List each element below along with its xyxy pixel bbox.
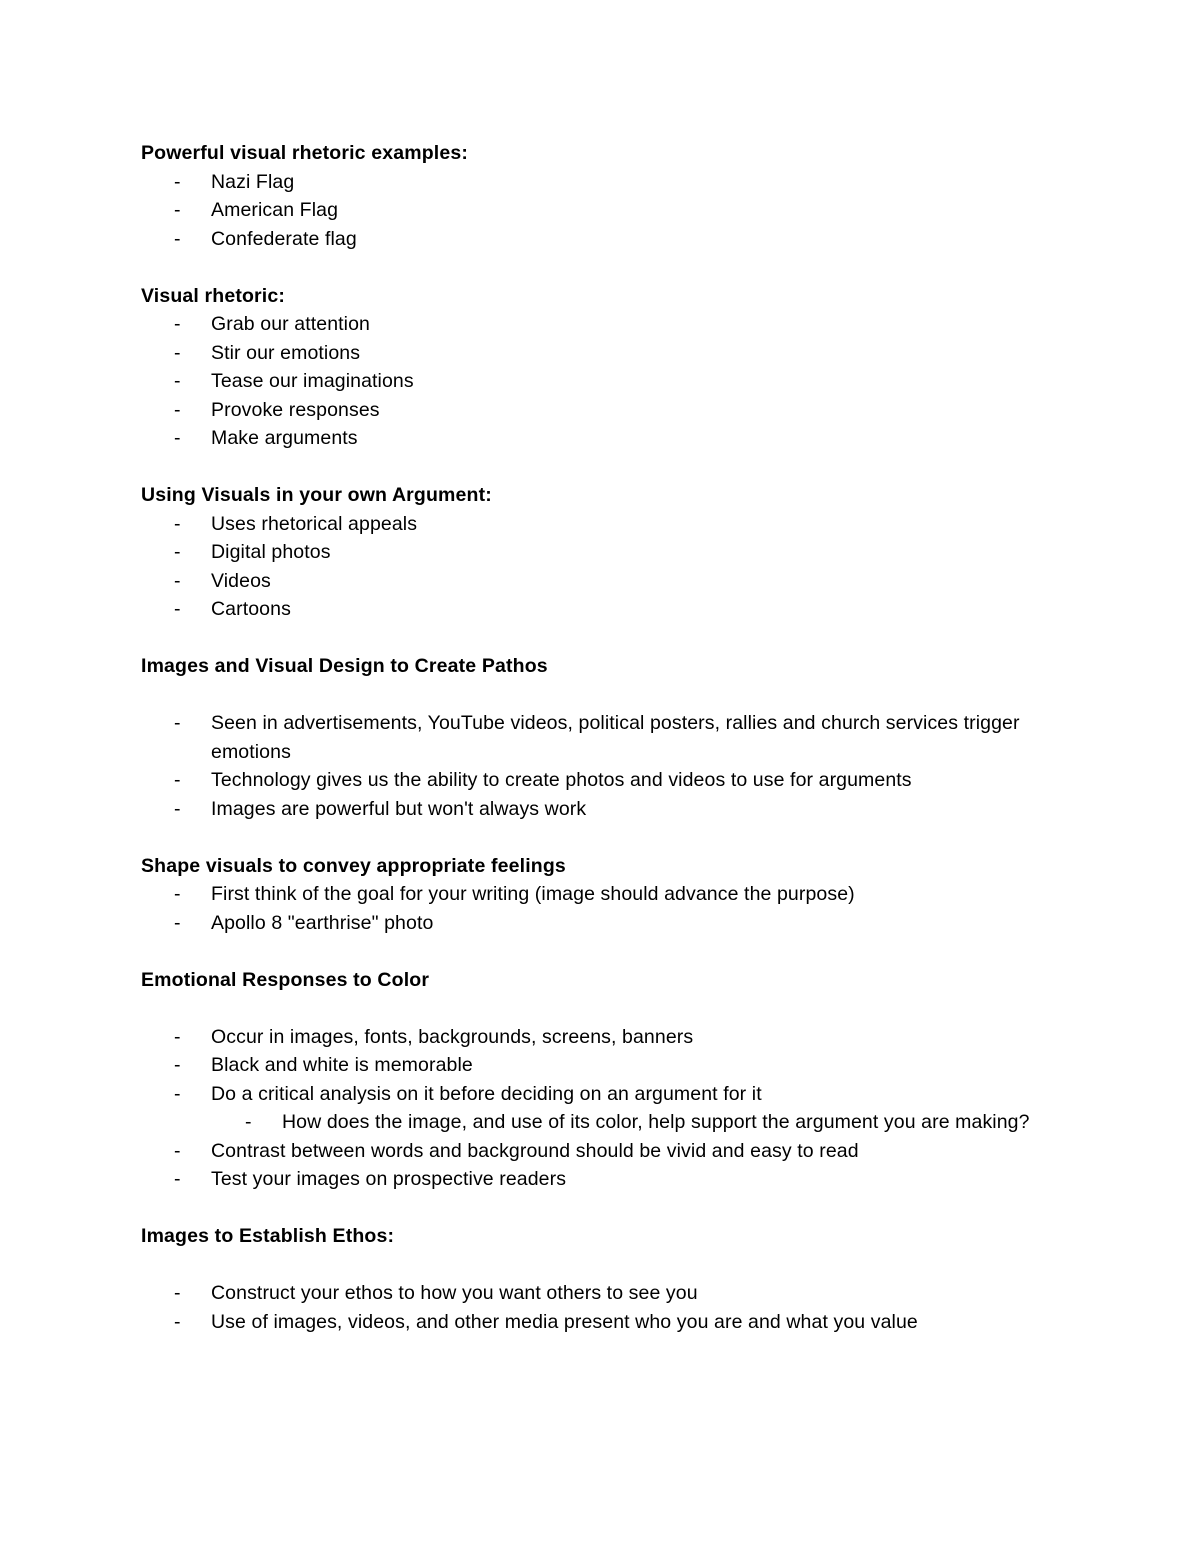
list-item-text: Cartoons [211, 598, 291, 620]
list-item-text: Provoke responses [211, 398, 380, 421]
blank-line [141, 253, 1061, 282]
section-heading: Using Visuals in your own Argument: [141, 484, 492, 506]
list-item [141, 1279, 1061, 1308]
dash-bullet-icon: - [174, 398, 181, 421]
dash-bullet-icon: - [174, 769, 181, 791]
list-item-text: Grab our attention [211, 313, 370, 335]
dash-bullet-icon: - [174, 883, 181, 905]
dash-bullet-icon: - [174, 170, 181, 193]
dash-bullet-icon: - [174, 1054, 181, 1076]
sub-list-item [141, 1108, 1061, 1137]
dash-bullet-icon: - [245, 1111, 252, 1133]
bullet-list [141, 310, 1061, 453]
bullet-list [141, 880, 1061, 937]
list-item [141, 1137, 1061, 1166]
list-item-text: Make arguments [211, 427, 358, 449]
dash-bullet-icon: - [174, 1168, 181, 1190]
list-item-text: First think of the goal for your writing (image should advance the purpose) [211, 883, 855, 905]
list-item-text: Uses rhetorical appeals [211, 512, 418, 535]
dash-bullet-icon: - [174, 598, 181, 620]
list-item [141, 339, 1061, 368]
list-item-text: Images are powerful but won't always work [211, 797, 587, 820]
section-heading: Images and Visual Design to Create Pathos [141, 655, 548, 677]
list-item-text: Use of images, videos, and other media present who you are and what you value [211, 1310, 918, 1333]
list-item [141, 396, 1061, 425]
list-item-text: American Flag [211, 199, 339, 221]
document-section [141, 652, 1061, 852]
list-item-text: Videos [211, 569, 271, 592]
bullet-list [141, 1023, 1061, 1194]
dash-bullet-icon: - [174, 1082, 181, 1105]
document-section [141, 966, 1061, 1223]
list-item-text: Seen in advertisements, YouTube videos, political posters, rallies and church services trigger emotions [211, 712, 1020, 763]
list-item [141, 880, 1061, 909]
list-item-text: Tease our imaginations [211, 370, 414, 392]
list-item-text: Black and white is memorable [211, 1054, 473, 1076]
section-heading: Visual rhetoric: [141, 284, 286, 307]
document-section [141, 852, 1061, 966]
list-item [141, 538, 1061, 567]
bullet-list [141, 168, 1061, 254]
dash-bullet-icon: - [174, 313, 181, 335]
list-item [141, 1080, 1061, 1109]
blank-line [141, 453, 1061, 482]
document-section [141, 1222, 1061, 1336]
list-item [141, 367, 1061, 396]
blank-line [141, 823, 1061, 852]
dash-bullet-icon: - [174, 512, 181, 535]
dash-bullet-icon: - [174, 911, 181, 934]
list-item-text: Contrast between words and background should be vivid and easy to read [211, 1139, 859, 1162]
list-item-text: How does the image, and use of its color, help support the argument you are making? [282, 1111, 1030, 1133]
list-item-text: Test your images on prospective readers [211, 1168, 567, 1190]
dash-bullet-icon: - [174, 341, 181, 364]
list-item [141, 310, 1061, 339]
document-section [141, 139, 1061, 282]
list-item [141, 567, 1061, 596]
list-item-text: Technology gives us the ability to create photos and videos to use for arguments [211, 769, 912, 791]
list-item [141, 909, 1061, 938]
list-item [141, 424, 1061, 453]
list-item [141, 1308, 1061, 1337]
dash-bullet-icon: - [174, 427, 181, 449]
document-section [141, 481, 1061, 652]
list-item [141, 225, 1061, 254]
list-item [141, 595, 1061, 624]
blank-line [141, 994, 1061, 1023]
dash-bullet-icon: - [174, 1310, 181, 1333]
list-item-text: Do a critical analysis on it before deciding on an argument for it [211, 1082, 762, 1105]
document-section [141, 282, 1061, 482]
list-item-text: Confederate flag [211, 227, 357, 250]
section-heading: Powerful visual rhetoric examples: [141, 142, 468, 164]
list-item-text: Construct your ethos to how you want others to see you [211, 1282, 698, 1304]
section-heading: Emotional Responses to Color [141, 968, 430, 991]
list-item [141, 168, 1061, 197]
list-item [141, 1165, 1061, 1194]
list-item-text: Apollo 8 "earthrise" photo [211, 911, 434, 934]
list-item [141, 1023, 1061, 1052]
blank-line [141, 1194, 1061, 1223]
dash-bullet-icon: - [174, 1139, 181, 1162]
dash-bullet-icon: - [174, 712, 181, 734]
list-item [141, 766, 1061, 795]
bullet-list [141, 709, 1061, 823]
list-item [141, 795, 1061, 824]
dash-bullet-icon: - [174, 541, 181, 563]
dash-bullet-icon: - [174, 370, 181, 392]
section-heading: Images to Establish Ethos: [141, 1225, 395, 1247]
bullet-list [141, 510, 1061, 624]
list-item [141, 510, 1061, 539]
document-page [141, 139, 1061, 1336]
list-item [141, 196, 1061, 225]
dash-bullet-icon: - [174, 1282, 181, 1304]
dash-bullet-icon: - [174, 1025, 181, 1048]
list-item-text: Occur in images, fonts, backgrounds, screens, banners [211, 1025, 694, 1048]
blank-line [141, 681, 1061, 710]
bullet-list [141, 1279, 1061, 1336]
blank-line [141, 624, 1061, 653]
dash-bullet-icon: - [174, 797, 181, 820]
list-item-text: Digital photos [211, 541, 331, 563]
list-item [141, 1051, 1061, 1080]
dash-bullet-icon: - [174, 199, 181, 221]
dash-bullet-icon: - [174, 569, 181, 592]
list-item [141, 709, 1061, 766]
list-item-text: Stir our emotions [211, 341, 361, 364]
blank-line [141, 1251, 1061, 1280]
dash-bullet-icon: - [174, 227, 181, 250]
blank-line [141, 937, 1061, 966]
list-item-text: Nazi Flag [211, 170, 295, 193]
section-heading: Shape visuals to convey appropriate feelings [141, 854, 566, 877]
